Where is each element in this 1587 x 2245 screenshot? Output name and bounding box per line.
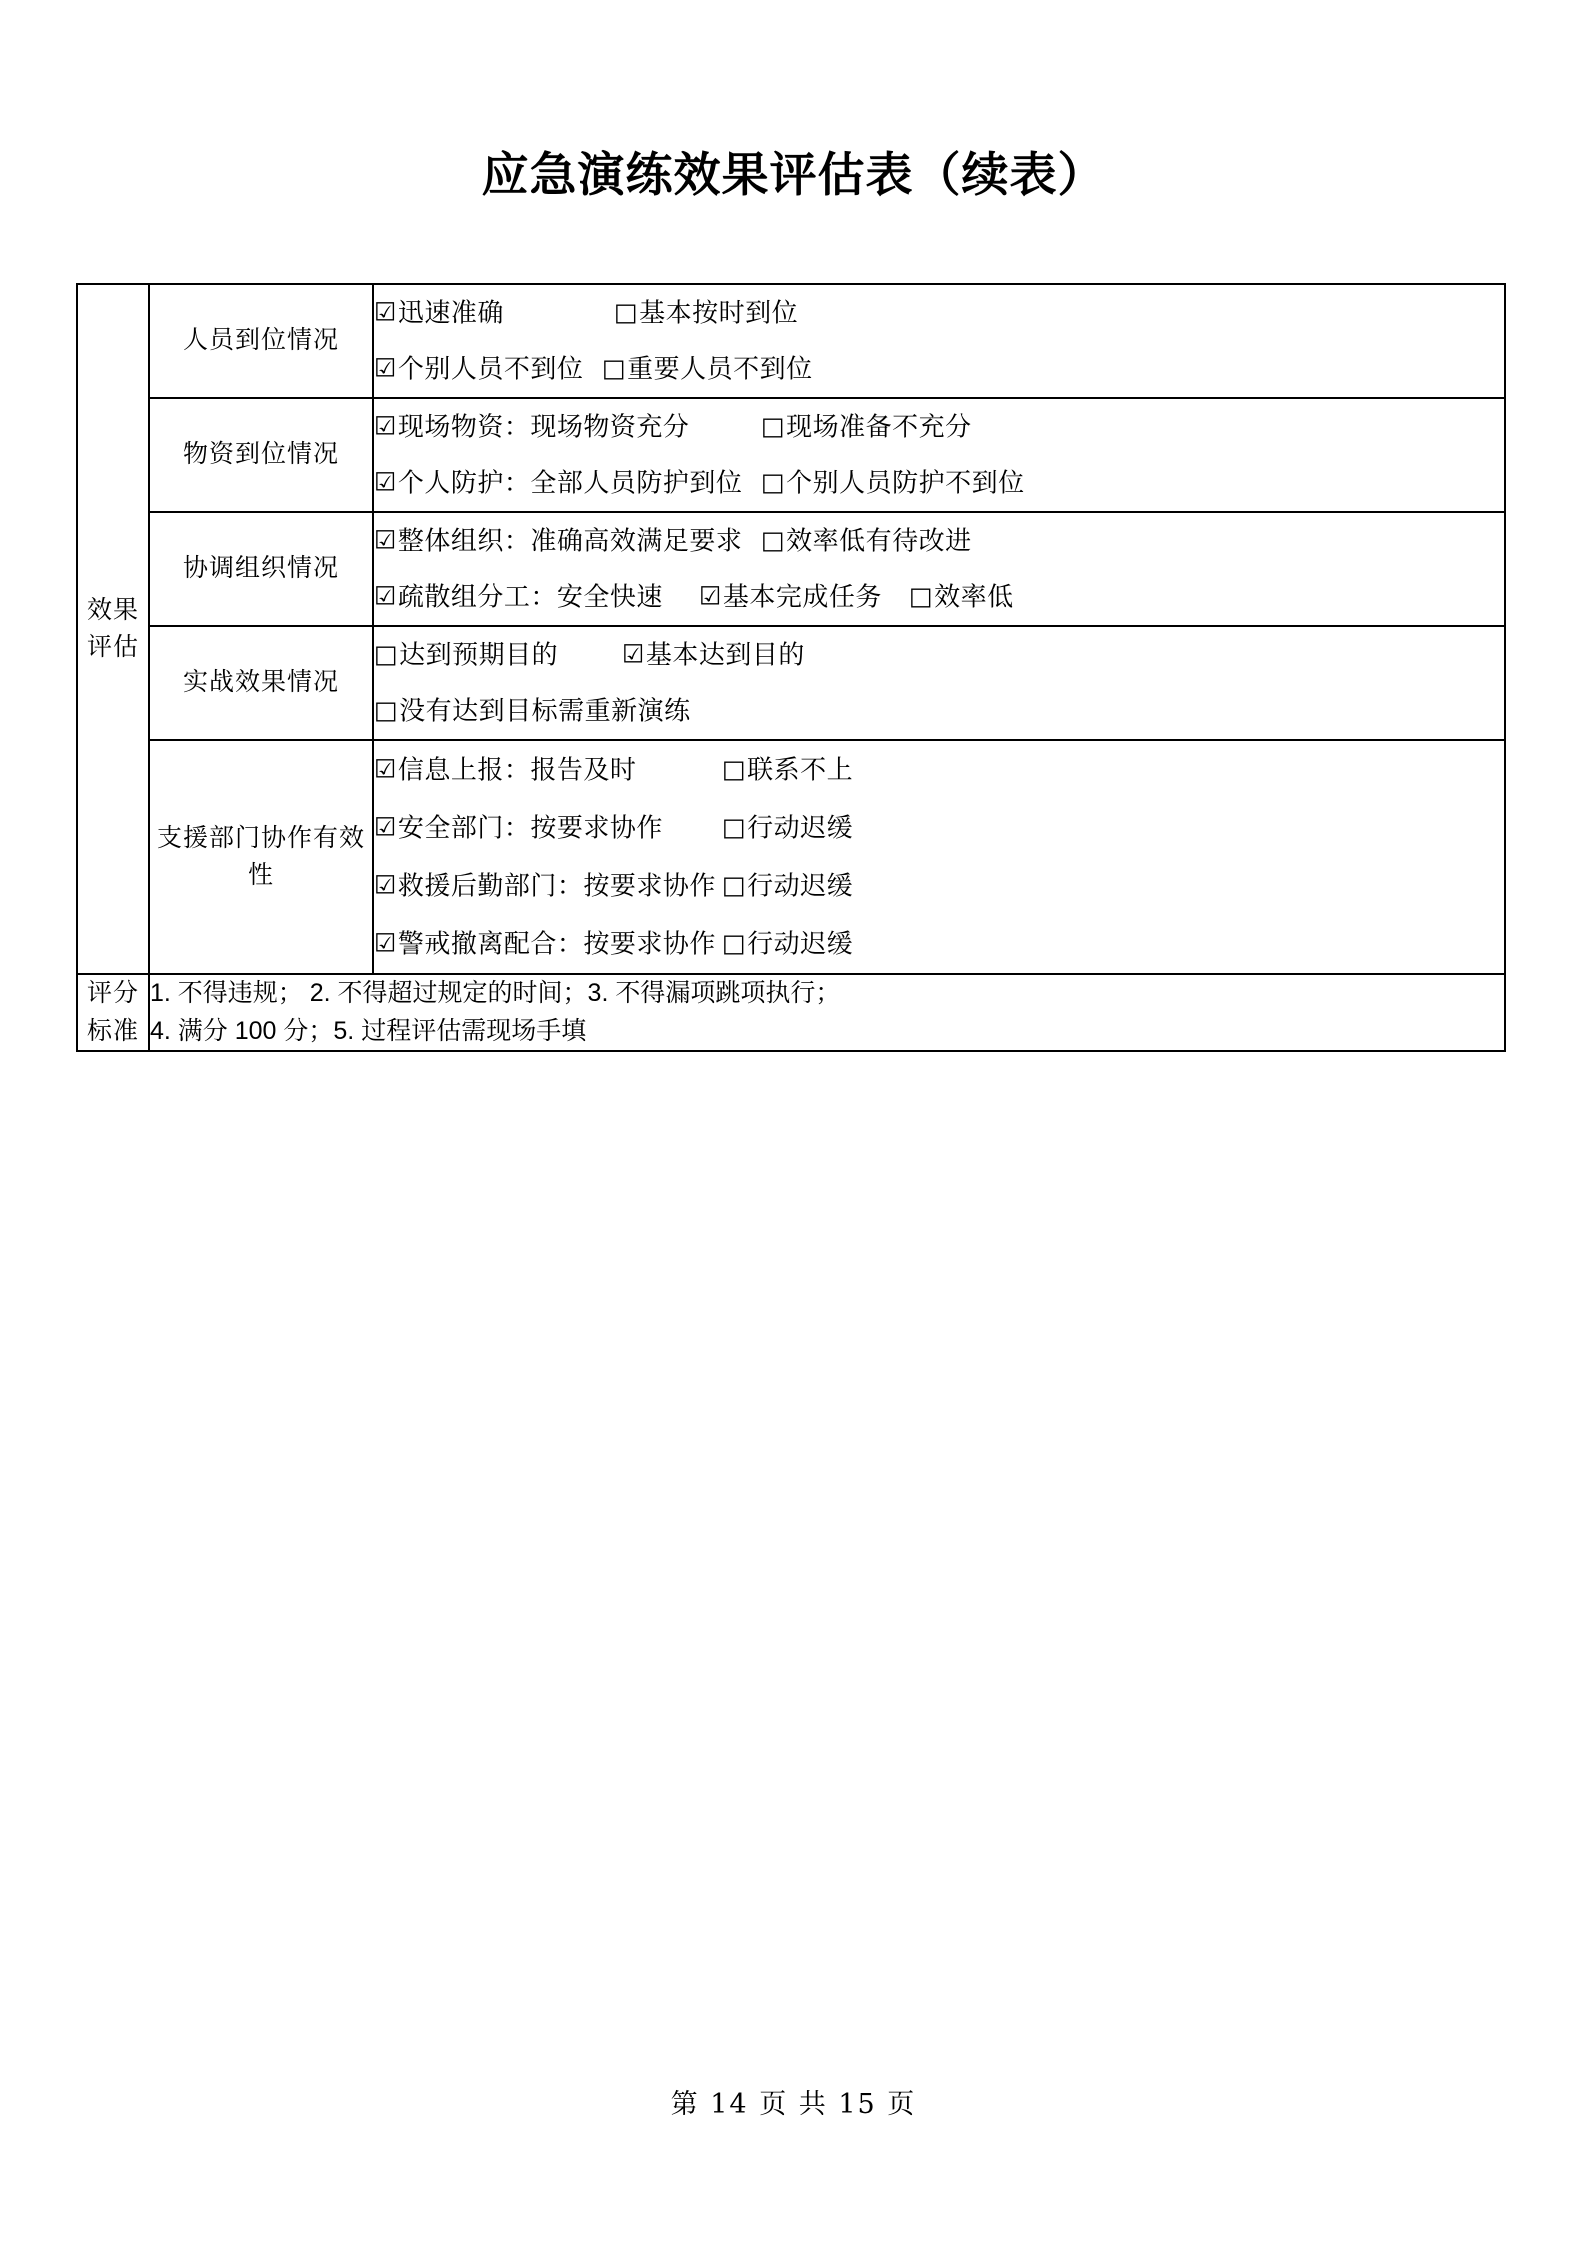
option-label: 个别人员不到位 [397,353,584,384]
option-item[interactable] [722,867,853,906]
checkbox-unchecked-icon[interactable]: □ [374,639,399,669]
option-line [374,341,1504,397]
table-row [77,398,1505,512]
option-item[interactable] [722,809,853,848]
criteria-text-cell [149,974,1505,1051]
option-item[interactable] [374,464,742,503]
option-item[interactable] [374,692,691,731]
category-label: 物资到位情况 [149,398,373,512]
checkbox-checked-icon[interactable]: ☑ [374,525,397,555]
option-item[interactable] [374,809,663,848]
option-label: 现场物资：现场物资充分 [397,411,690,442]
checkbox-checked-icon[interactable]: ☑ [374,754,397,784]
option-item[interactable] [374,294,504,333]
option-item[interactable] [374,578,663,617]
option-line [374,627,1504,683]
option-label: 行动迟缓 [747,928,854,959]
evaluation-table-body [77,284,1505,1051]
option-label: 个别人员防护不到位 [786,467,1025,498]
criteria-text-line-1: 1. 不得违规； 2. 不得超过规定的时间；3. 不得漏项跳项执行； [150,979,841,1007]
checkbox-unchecked-icon[interactable]: □ [761,467,786,497]
option-line [374,513,1504,569]
option-label: 救援后勤部门：按要求协作 [397,870,716,901]
options-cell [373,512,1505,626]
evaluation-table [76,283,1506,1052]
section-label-line-1: 效果 [86,595,139,624]
option-label: 效率低有待改进 [786,525,972,556]
option-item[interactable] [722,751,853,790]
checkbox-checked-icon[interactable]: ☑ [374,581,397,611]
checkbox-checked-icon[interactable]: ☑ [374,812,397,842]
option-label: 整体组织：准确高效满足要求 [397,525,743,556]
table-row [77,284,1505,398]
option-label: 行动迟缓 [747,812,854,843]
checkbox-unchecked-icon[interactable]: □ [761,525,786,555]
option-label: 信息上报：报告及时 [397,754,637,785]
option-item[interactable] [374,925,716,964]
checkbox-unchecked-icon[interactable]: □ [761,411,786,441]
option-item[interactable] [722,925,853,964]
option-line [374,799,1504,857]
table-row [77,740,1505,974]
option-label: 联系不上 [747,754,854,785]
checkbox-checked-icon[interactable]: ☑ [374,353,397,383]
checkbox-checked-icon[interactable]: ☑ [374,467,397,497]
checkbox-unchecked-icon[interactable]: □ [722,928,747,958]
option-line [374,741,1504,799]
checkbox-unchecked-icon[interactable]: □ [909,581,934,611]
option-label: 基本完成任务 [722,581,882,612]
checkbox-unchecked-icon[interactable]: □ [614,297,639,327]
criteria-text-line-2: 4. 满分 100 分；5. 过程评估需现场手填 [150,1016,587,1045]
option-label: 迅速准确 [397,297,504,328]
checkbox-checked-icon[interactable]: ☑ [699,581,722,611]
checkbox-checked-icon[interactable]: ☑ [622,639,645,669]
section-label-line-2: 评估 [86,633,139,661]
option-item[interactable] [374,867,716,906]
option-item[interactable] [761,464,1025,503]
section-label-effect-evaluation [77,284,149,974]
checkbox-unchecked-icon[interactable]: □ [722,754,747,784]
option-item[interactable] [374,408,689,447]
options-cell [373,626,1505,740]
criteria-label-line-2: 标准 [86,1016,139,1045]
page-title: 应急演练效果评估表（续表） [481,148,1106,203]
options-cell [373,398,1505,512]
checkbox-checked-icon[interactable]: ☑ [374,297,397,327]
option-label: 基本按时到位 [639,297,799,328]
table-row-criteria [77,974,1505,1051]
option-item[interactable] [374,636,558,675]
page-footer: 第 14 页 共 15 页 [670,2089,917,2120]
option-label: 现场准备不充分 [786,411,972,442]
option-item[interactable] [909,578,1014,617]
option-item[interactable] [614,294,798,333]
table-row [77,626,1505,740]
checkbox-checked-icon[interactable]: ☑ [374,411,397,441]
option-label: 行动迟缓 [747,870,854,901]
option-label: 疏散组分工：安全快速 [397,581,663,612]
checkbox-unchecked-icon[interactable]: □ [722,870,747,900]
option-item[interactable] [761,522,972,561]
option-line [374,857,1504,915]
option-item[interactable] [622,636,805,675]
option-label: 达到预期目的 [399,639,559,670]
category-label: 协调组织情况 [149,512,373,626]
option-item[interactable] [374,350,583,389]
option-item[interactable] [761,408,972,447]
checkbox-checked-icon[interactable]: ☑ [374,928,397,958]
option-label: 警戒撤离配合：按要求协作 [397,928,716,959]
option-line [374,455,1504,511]
option-label: 安全部门：按要求协作 [397,812,663,843]
option-item[interactable] [374,522,742,561]
checkbox-unchecked-icon[interactable]: □ [602,353,627,383]
option-label: 基本达到目的 [645,639,805,670]
options-cell [373,284,1505,398]
checkbox-checked-icon[interactable]: ☑ [374,870,397,900]
option-line [374,399,1504,455]
checkbox-unchecked-icon[interactable]: □ [722,812,747,842]
option-line [374,285,1504,341]
option-line [374,683,1504,739]
criteria-label [77,974,149,1051]
checkbox-unchecked-icon[interactable]: □ [374,695,399,725]
option-item[interactable] [602,350,813,389]
category-label: 实战效果情况 [149,626,373,740]
option-item[interactable] [374,751,636,790]
options-cell [373,740,1505,974]
option-label: 没有达到目标需重新演练 [399,695,691,726]
category-label: 支援部门协作有效性 [149,740,373,974]
option-item[interactable] [699,578,882,617]
option-line [374,915,1504,973]
option-label: 效率低 [934,581,1014,612]
option-line [374,569,1504,625]
table-row [77,512,1505,626]
option-label: 重要人员不到位 [627,353,813,384]
criteria-label-line-1: 评分 [86,979,139,1007]
option-label: 个人防护：全部人员防护到位 [397,467,743,498]
category-label: 人员到位情况 [149,284,373,398]
